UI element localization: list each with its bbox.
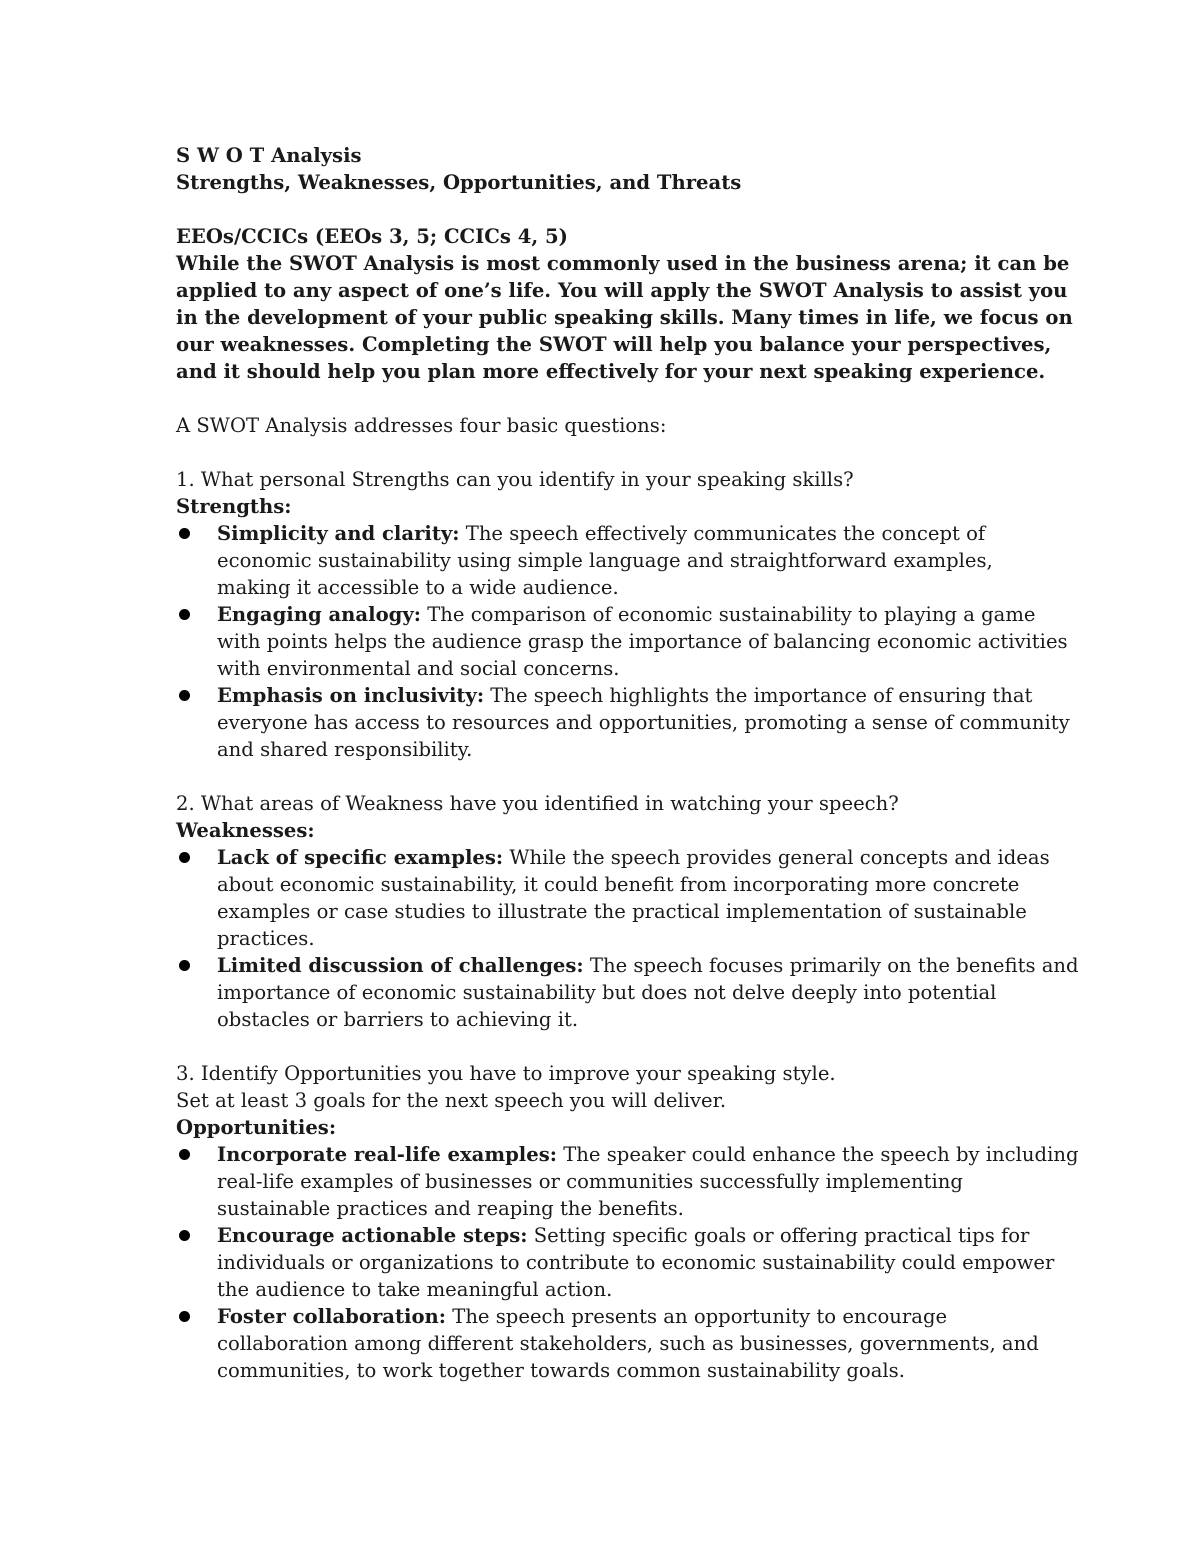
list-item (176, 682, 1070, 763)
item-text: The comparison of economic sustainability to playing a game (420, 603, 1036, 626)
item-text: communities, to work together towards common sustainability goals. (217, 1359, 905, 1382)
spacer (176, 385, 1036, 412)
item-label: Encourage actionable steps: (217, 1224, 528, 1247)
item-text: The speech focuses primarily on the benefits and (583, 954, 1079, 977)
item-text: about economic sustainability, it could benefit from incorporating more concrete (217, 873, 1020, 896)
opportunities-question: 3. Identify Opportunities you have to improve your speaking style. (176, 1062, 836, 1085)
opportunities-list (176, 1141, 1079, 1384)
item-text: everyone has access to resources and opportunities, promoting a sense of community (217, 711, 1070, 734)
bullet-icon (179, 1311, 190, 1322)
bullet-icon (179, 609, 190, 620)
item-text: While the speech provides general concepts and ideas (503, 846, 1050, 869)
item-label: Emphasis on inclusivity: (217, 684, 485, 707)
bullet-icon (179, 690, 190, 701)
item-text: The speech presents an opportunity to encourage (446, 1305, 948, 1328)
opportunities-heading: Opportunities: (176, 1116, 337, 1139)
list-item (176, 1303, 1039, 1384)
strengths-question: 1. What personal Strengths can you identify in your speaking skills? (176, 468, 854, 491)
item-text: with environmental and social concerns. (217, 657, 620, 680)
item-text: with points helps the audience grasp the importance of balancing economic activities (217, 630, 1068, 653)
list-item (176, 1141, 1079, 1222)
weaknesses-list (176, 844, 1079, 1033)
item-label: Foster collaboration: (217, 1305, 447, 1328)
document-title: S W O T Analysis (176, 144, 362, 167)
item-text: practices. (217, 927, 315, 950)
list-item (176, 844, 1050, 952)
outcome-codes: EEOs/CCICs (EEOs 3, 5; CCICs 4, 5) (176, 225, 568, 248)
item-text: individuals or organizations to contribute to economic sustainability could empower (217, 1251, 1055, 1274)
bullet-icon (179, 852, 190, 863)
opportunities-goal-instruction: Set at least 3 goals for the next speech you will deliver. (176, 1089, 727, 1112)
list-item (176, 1222, 1055, 1303)
item-label: Incorporate real-life examples: (217, 1143, 557, 1166)
item-text: Setting specific goals or offering practical tips for (527, 1224, 1030, 1247)
bullet-icon (179, 960, 190, 971)
bullet-icon (179, 528, 190, 539)
item-text: The speech effectively communicates the concept of (459, 522, 986, 545)
intro-paragraph (176, 250, 1073, 385)
item-text: the audience to take meaningful action. (217, 1278, 613, 1301)
bullet-icon (179, 1149, 190, 1160)
document-subtitle: Strengths, Weaknesses, Opportunities, and Threats (176, 171, 742, 194)
weaknesses-question: 2. What areas of Weakness have you identified in watching your speech? (176, 792, 899, 815)
list-item (176, 601, 1068, 682)
list-item (176, 520, 1036, 601)
item-text: obstacles or barriers to achieving it. (217, 1008, 579, 1031)
item-text: examples or case studies to illustrate the practical implementation of sustainable (217, 900, 1027, 923)
intro-line: While the SWOT Analysis is most commonly used in the business arena; it can be (176, 252, 1070, 275)
item-label: Engaging analogy: (217, 603, 421, 626)
item-text: sustainable practices and reaping the benefits. (217, 1197, 684, 1220)
intro-line: and it should help you plan more effectively for your next speaking experience. (176, 360, 1046, 383)
item-label: Lack of specific examples: (217, 846, 504, 869)
spacer (176, 1033, 1036, 1060)
item-text: and shared responsibility. (217, 738, 473, 761)
bullet-icon (179, 1230, 190, 1241)
item-text: collaboration among different stakeholders, such as businesses, governments, and (217, 1332, 1039, 1355)
item-label: Simplicity and clarity: (217, 522, 460, 545)
item-text: The speech highlights the importance of ensuring that (484, 684, 1033, 707)
item-text: making it accessible to a wide audience. (217, 576, 619, 599)
spacer (176, 439, 1036, 466)
weaknesses-heading: Weaknesses: (176, 819, 315, 842)
item-text: The speaker could enhance the speech by including (556, 1143, 1079, 1166)
intro-line: applied to any aspect of one’s life. You will apply the SWOT Analysis to assist you (176, 279, 1068, 302)
item-text: economic sustainability using simple language and straightforward examples, (217, 549, 993, 572)
strengths-list (176, 520, 1070, 763)
item-text: importance of economic sustainability but does not delve deeply into potential (217, 981, 997, 1004)
item-label: Limited discussion of challenges: (217, 954, 584, 977)
spacer (176, 763, 1036, 790)
document-page (176, 142, 1079, 1384)
list-item (176, 952, 1079, 1033)
intro-line: our weaknesses. Completing the SWOT will help you balance your perspectives, (176, 333, 1052, 356)
spacer (176, 196, 1036, 223)
strengths-heading: Strengths: (176, 495, 292, 518)
intro-line: in the development of your public speaking skills. Many times in life, we focus on (176, 306, 1073, 329)
item-text: real-life examples of businesses or communities successfully implementing (217, 1170, 963, 1193)
overview-text: A SWOT Analysis addresses four basic questions: (176, 414, 667, 437)
